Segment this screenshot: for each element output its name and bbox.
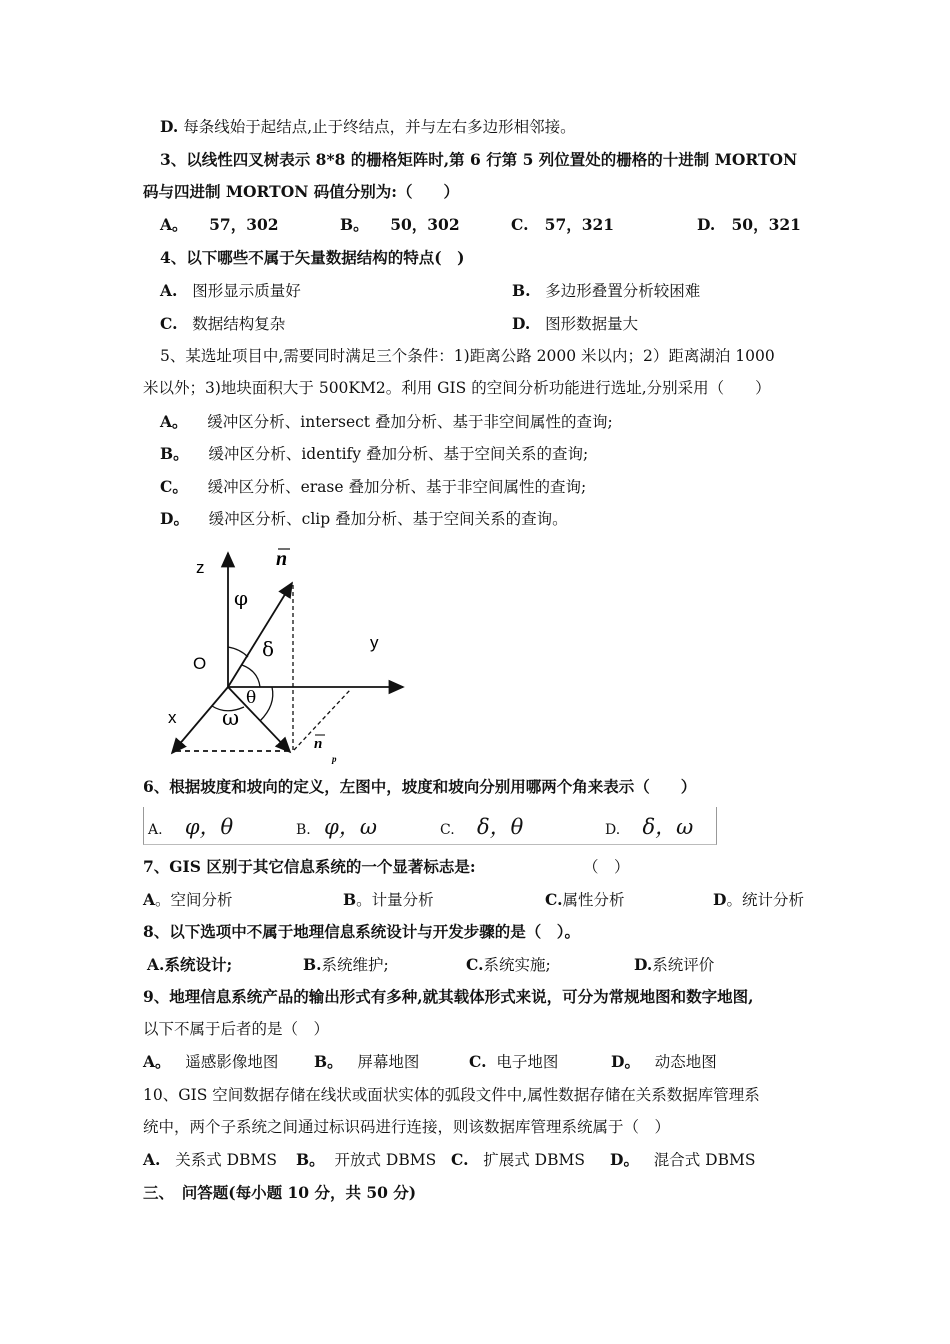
q3-stem-line1: 3、以线性四叉树表示 8*8 的栅格矩阵时,第 6 行第 5 列位置处的栅格的十进制 MORTON — [160, 150, 798, 169]
q5-option-b: B。 缓冲区分析、identify 叠加分析、基于空间关系的查询; — [160, 444, 589, 463]
q6-options-box — [143, 807, 717, 845]
q8-option-c: C.系统实施; — [466, 955, 551, 974]
q4-option-d: D. 图形数据量大 — [512, 314, 639, 333]
x-label: x — [168, 708, 177, 727]
q10-stem-line1: 10、GIS 空间数据存储在线状或面状实体的弧段文件中,属性数据存储在关系数据库管理系 — [143, 1086, 760, 1104]
q7-option-b: B。计量分析 — [343, 890, 434, 909]
q3-option-a: A。 57，302 — [160, 215, 279, 234]
q7-answer-paren: （ ） — [583, 858, 630, 876]
z-label: z — [196, 558, 205, 577]
origin-label: O — [193, 654, 207, 673]
q10-option-b: B。 开放式 DBMS — [296, 1150, 437, 1169]
q10-option-c: C. 扩展式 DBMS — [451, 1150, 585, 1169]
q9-option-c: C. 电子地图 — [469, 1052, 559, 1071]
q7-stem: 7、GIS 区别于其它信息系统的一个显著标志是: — [143, 857, 476, 876]
q6-option-d: D. δ，ω — [605, 815, 694, 839]
theta-label: θ — [246, 688, 257, 708]
q6-option-b: B. φ，ω — [296, 815, 377, 839]
q9-stem-line2: 以下不属于后者的是（ ） — [143, 1020, 330, 1038]
section-3-heading: 三、 问答题(每小题 10 分，共 50 分) — [143, 1183, 417, 1202]
q4-option-a: A. 图形显示质量好 — [160, 281, 301, 300]
delta-label: δ — [262, 637, 275, 661]
phi-label: φ — [234, 586, 249, 610]
q6-option-a: A. φ，θ — [148, 815, 234, 839]
q9-stem-line1: 9、地理信息系统产品的输出形式有多种,就其载体形式来说，可分为常规地图和数字地图, — [143, 987, 754, 1006]
projection-subscript: p — [332, 754, 337, 764]
q4-option-c: C. 数据结构复杂 — [160, 314, 286, 333]
q8-option-a: A.系统设计; — [147, 955, 233, 974]
q5-stem-line1: 5、某选址项目中,需要同时满足三个条件：1)距离公路 2000 米以内；2）距离湖泊 1000 — [160, 347, 775, 365]
q2-option-d: D. 每条线始于起结点,止于终结点，并与左右多边形相邻接。 — [160, 117, 576, 136]
q5-option-d: D。 缓冲区分析、clip 叠加分析、基于空间关系的查询。 — [160, 509, 568, 528]
q8-option-b: B.系统维护; — [303, 955, 389, 974]
q6-option-c: C. δ，θ — [440, 815, 524, 839]
q8-option-d: D.系统评价 — [634, 955, 715, 974]
q9-option-a: A。 遥感影像地图 — [143, 1052, 279, 1071]
q10-stem-line2: 统中，两个子系统之间通过标识码进行连接，则该数据库管理系统属于（ ） — [143, 1118, 671, 1136]
q5-stem-line2: 米以外；3)地块面积大于 500KM2。利用 GIS 的空间分析功能进行选址,分别采用（ ） — [143, 379, 771, 397]
projection-label: n — [314, 736, 323, 752]
q9-option-d: D。 动态地图 — [611, 1052, 717, 1071]
x-axis-arrow — [172, 687, 228, 753]
delta-arc — [242, 665, 260, 687]
q3-option-c: C. 57，321 — [511, 215, 615, 234]
q4-option-b: B. 多边形叠置分析较困难 — [512, 281, 701, 300]
q9-option-b: B。 屏幕地图 — [314, 1052, 420, 1071]
q7-option-c: C.属性分析 — [545, 890, 625, 909]
q5-option-c: C。 缓冲区分析、erase 叠加分析、基于非空间属性的查询; — [160, 477, 587, 496]
q3-option-b: B。 50，302 — [340, 215, 460, 234]
phi-arc — [228, 647, 248, 657]
y-label: y — [370, 633, 379, 652]
q6-stem: 6、根据坡度和坡向的定义，左图中，坡度和坡向分别用哪两个角来表示（ ） — [143, 777, 697, 796]
slope-aspect-diagram — [160, 545, 420, 770]
q10-option-d: D。 混合式 DBMS — [610, 1150, 756, 1169]
theta-arc — [260, 687, 273, 721]
normal-label: n — [276, 548, 288, 570]
q3-option-d: D. 50，321 — [697, 215, 801, 234]
q4-stem: 4、以下哪些不属于矢量数据结构的特点( ) — [160, 248, 465, 267]
omega-label: ω — [222, 706, 240, 730]
q10-option-a: A. 关系式 DBMS — [143, 1150, 277, 1169]
q5-option-a: A。 缓冲区分析、intersect 叠加分析、基于非空间属性的查询; — [160, 412, 613, 431]
q3-stem-line2: 码与四进制 MORTON 码值分别为:（ ） — [143, 182, 459, 201]
q7-option-d: D。统计分析 — [713, 890, 804, 909]
q7-option-a: A。空间分析 — [143, 890, 233, 909]
q8-stem: 8、以下选项中不属于地理信息系统设计与开发步骤的是（ ）。 — [143, 922, 581, 941]
